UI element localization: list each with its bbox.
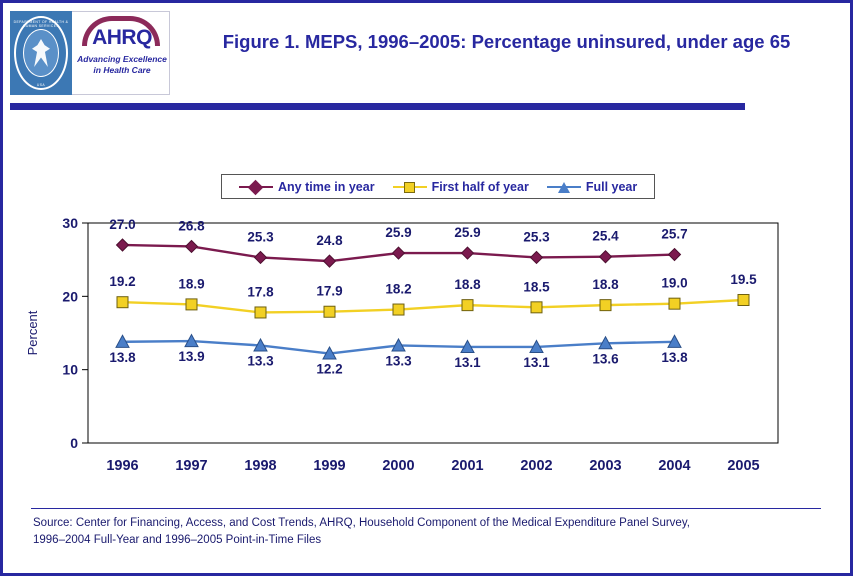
data-point-diamond [117, 239, 129, 251]
chart-plot-area [3, 133, 850, 493]
data-label: 18.5 [523, 279, 550, 295]
data-point-diamond [669, 249, 681, 261]
footer-divider [31, 508, 821, 509]
x-tick-label: 2001 [451, 458, 484, 474]
seal-text-top: DEPARTMENT OF HEALTH & HUMAN SERVICES [13, 20, 69, 28]
data-label: 18.9 [178, 276, 205, 292]
data-label: 17.8 [247, 284, 274, 300]
line-chart-svg [3, 133, 850, 493]
data-label: 18.2 [385, 281, 412, 297]
data-label: 25.4 [592, 228, 619, 244]
y-tick-label: 0 [70, 435, 78, 451]
x-tick-label: 2003 [589, 458, 622, 474]
data-label: 19.0 [661, 275, 688, 291]
data-point-square [669, 298, 680, 309]
source-note [33, 515, 823, 549]
data-label: 13.3 [385, 353, 412, 369]
x-tick-label: 1998 [244, 458, 277, 474]
data-point-diamond [324, 255, 336, 267]
data-point-diamond [462, 247, 474, 259]
data-point-square [738, 295, 749, 306]
legend-label-full-year: Full year [585, 179, 638, 194]
x-tick-label: 1996 [106, 458, 139, 474]
data-label: 13.8 [109, 349, 136, 365]
data-point-square [600, 300, 611, 311]
legend-label-first-half: First half of year [431, 179, 529, 194]
x-tick-label: 2002 [520, 458, 553, 474]
agency-logo [10, 11, 170, 95]
data-point-square [255, 307, 266, 318]
x-tick-label: 2005 [727, 458, 760, 474]
source-line-1: Source: Center for Financing, Access, and Cost Trends, AHRQ, Household Component of the Medical Expenditure Panel Survey, [33, 517, 690, 529]
data-label: 27.0 [109, 217, 136, 232]
ahrq-logo [72, 11, 170, 95]
data-label: 25.3 [247, 229, 274, 245]
x-tick-label: 2004 [658, 458, 691, 474]
page-title: Figure 1. MEPS, 1996–2005: Percentage uninsured, under age 65 [222, 31, 791, 52]
x-tick-label: 1999 [313, 458, 346, 474]
data-label: 26.8 [178, 218, 205, 234]
data-label: 19.5 [730, 272, 757, 287]
data-point-diamond [600, 251, 612, 263]
data-label: 19.2 [109, 274, 136, 290]
data-point-diamond [393, 247, 405, 259]
data-point-square [462, 300, 473, 311]
data-label: 25.9 [385, 225, 412, 241]
seal-text-bottom: USA [36, 83, 46, 87]
data-label: 13.1 [454, 354, 481, 370]
data-point-square [117, 297, 128, 308]
data-label: 25.3 [523, 229, 550, 245]
data-point-square [186, 299, 197, 310]
data-point-diamond [186, 240, 198, 252]
y-tick-label: 20 [62, 288, 78, 305]
hhs-seal-icon [10, 11, 72, 95]
data-label: 17.9 [316, 283, 343, 299]
ahrq-tagline: Advancing Excellence in Health Care [77, 54, 167, 75]
data-label: 13.6 [592, 351, 619, 367]
data-label: 18.8 [592, 277, 619, 293]
data-label: 13.3 [247, 353, 274, 369]
x-tick-label: 2000 [382, 458, 415, 474]
data-label: 25.9 [454, 225, 481, 241]
data-label: 13.1 [523, 354, 550, 370]
data-label: 24.8 [316, 233, 343, 249]
data-label: 13.8 [661, 349, 688, 365]
ahrq-acronym: AHRQ [92, 26, 152, 49]
data-point-diamond [531, 251, 543, 263]
y-tick-label: 10 [62, 361, 78, 378]
data-label: 13.9 [178, 349, 205, 365]
data-label: 18.8 [454, 277, 481, 293]
data-point-square [393, 304, 404, 315]
y-axis-title: Percent [25, 310, 40, 356]
x-tick-label: 1997 [175, 458, 208, 474]
source-line-2: 1996–2004 Full-Year and 1996–2005 Point-in-Time Files [33, 534, 322, 546]
page-header [3, 3, 850, 111]
data-point-square [324, 306, 335, 317]
y-tick-label: 30 [62, 215, 78, 231]
data-label: 25.7 [661, 226, 688, 242]
data-label: 12.2 [316, 361, 343, 377]
data-point-square [531, 302, 542, 313]
data-point-diamond [255, 251, 267, 263]
legend-label-any-time: Any time in year [278, 179, 375, 194]
header-divider [10, 103, 745, 110]
series-line [123, 300, 744, 312]
